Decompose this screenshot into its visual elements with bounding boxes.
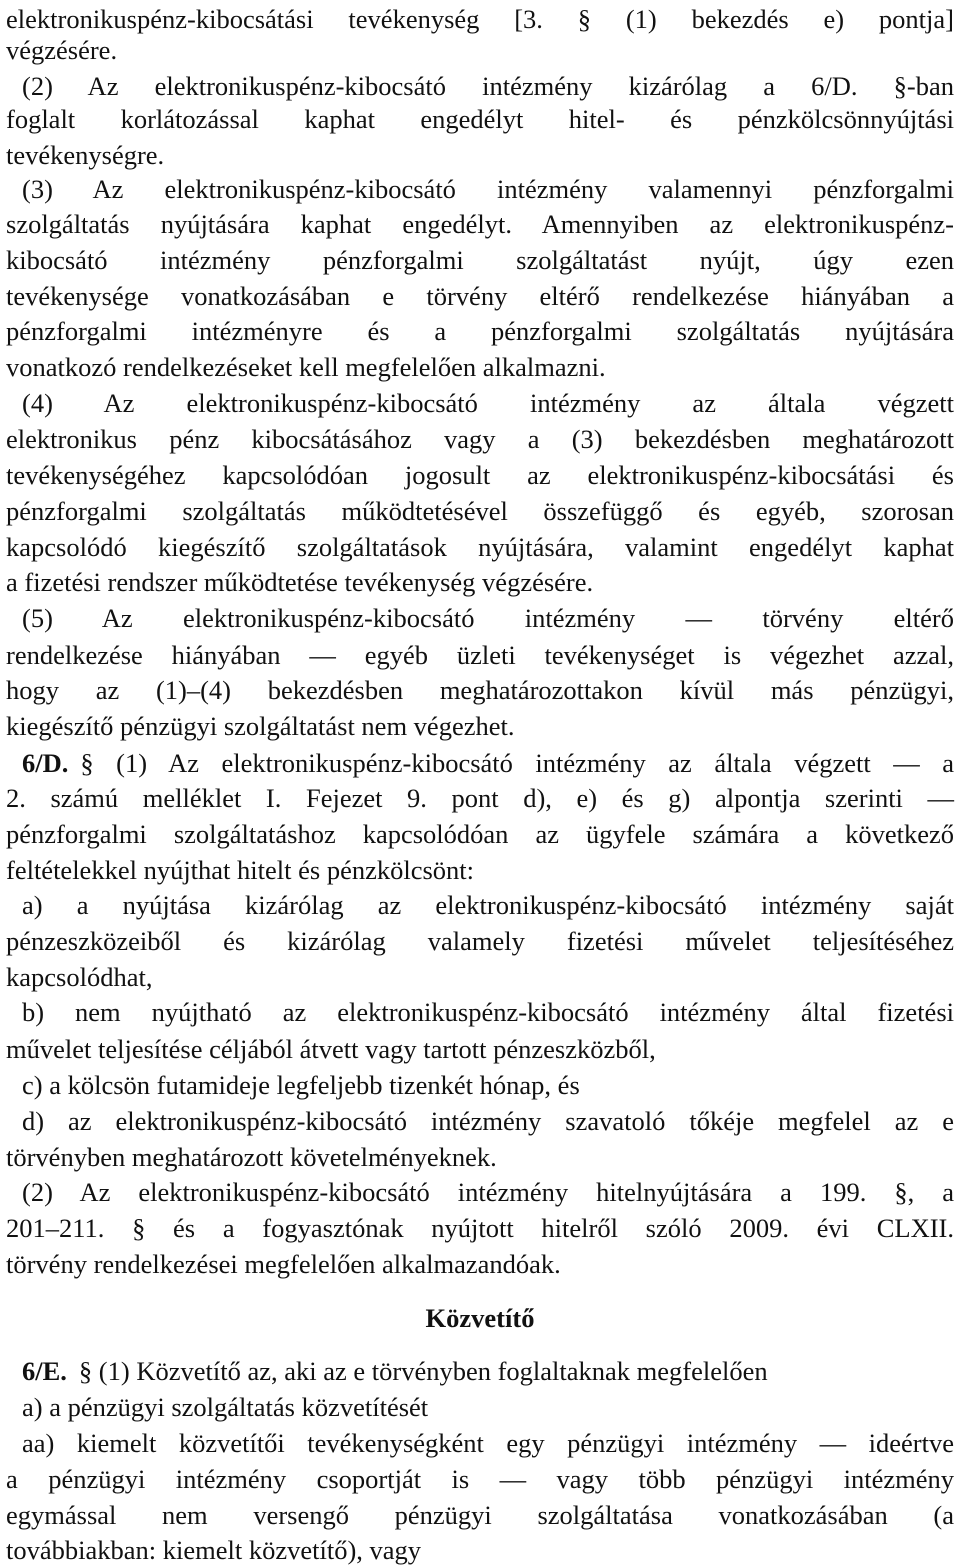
text-line: továbbiakban: kiemelt közvetítő), vagy	[6, 1535, 422, 1565]
text-line: vonatkozó rendelkezéseket kell megfelelően alkalmazni.	[6, 352, 606, 382]
text-line: törvény rendelkezései megfelelően alkalmazandóak.	[6, 1249, 561, 1279]
text-line: kapcsolódó kiegészítő szolgáltatások nyújtására, valamint engedélyt kaphat	[6, 532, 954, 562]
text-line: (4) Az elektronikuspénz-kibocsátó intézmény az általa végzett	[22, 388, 954, 418]
section-number: 6/D.	[22, 748, 69, 778]
text-line: b) nem nyújtható az elektronikuspénz-kibocsátó intézmény által fizetési	[22, 997, 954, 1027]
text-line: 201–211. § és a fogyasztónak nyújtott hitelről szóló 2009. évi CLXII.	[6, 1213, 954, 1243]
text-line: tevékenységre.	[6, 140, 165, 170]
text-line: pénzforgalmi intézményre és a pénzforgalmi szolgáltatás nyújtására	[6, 316, 954, 346]
text-line: (2) Az elektronikuspénz-kibocsátó intézmény kizárólag a 6/D. §-ban	[22, 71, 954, 101]
text-line: foglalt korlátozással kaphat engedélyt hitel- és pénzkölcsönnyújtási	[6, 104, 954, 134]
text-line: hogy az (1)–(4) bekezdésben meghatározottakon kívül más pénzügyi,	[6, 675, 954, 705]
section-number: 6/E.	[22, 1356, 67, 1386]
text-line: tevékenységéhez kapcsolódóan jogosult az elektronikuspénz-kibocsátási és	[6, 460, 954, 490]
text-line: (5) Az elektronikuspénz-kibocsátó intézmény — törvény eltérő	[22, 603, 954, 633]
text-line: (2) Az elektronikuspénz-kibocsátó intézmény hitelnyújtására a 199. §, a	[22, 1177, 954, 1207]
text-line: pénzforgalmi szolgáltatáshoz kapcsolódóan az ügyfele számára a következő	[6, 819, 954, 849]
text-line: feltételekkel nyújthat hitelt és pénzkölcsönt:	[6, 855, 475, 885]
text-line: § (1) Az elektronikuspénz-kibocsátó intézmény az általa végzett — a	[80, 748, 954, 778]
text-line: törvényben meghatározott követelményeknek.	[6, 1142, 497, 1172]
text-line: kapcsolódhat,	[6, 962, 153, 992]
text-line: kibocsátó intézmény pénzforgalmi szolgáltatást nyújt, úgy ezen	[6, 245, 954, 275]
text-line: művelet teljesítése céljából átvett vagy tartott pénzeszközből,	[6, 1034, 656, 1064]
text-line: 2. számú melléklet I. Fejezet 9. pont d), e) és g) alpontja szerinti —	[6, 783, 954, 813]
text-line: elektronikus pénz kibocsátásához vagy a (3) bekezdésben meghatározott	[6, 424, 954, 454]
text-line: a fizetési rendszer működtetése tevékenység végzésére.	[6, 567, 594, 597]
text-line: c) a kölcsön futamideje legfeljebb tizenkét hónap, és	[22, 1070, 580, 1100]
text-line: a) a nyújtása kizárólag az elektronikuspénz-kibocsátó intézmény saját	[22, 890, 954, 920]
section-6d-line	[6, 745, 954, 781]
text-line: a pénzügyi intézmény csoportját is — vagy több pénzügyi intézmény	[6, 1464, 954, 1494]
text-line: pénzforgalmi szolgáltatás működtetésével összefüggő és egyéb, szorosan	[6, 496, 954, 526]
text-line: § (1) Közvetítő az, aki az e törvényben foglaltaknak megfelelően	[78, 1356, 768, 1386]
text-line: végzésére.	[6, 35, 118, 65]
text-line: kiegészítő pénzügyi szolgáltatást nem végezhet.	[6, 711, 515, 741]
text-line: a) a pénzügyi szolgáltatás közvetítését	[22, 1392, 429, 1422]
text-line: tevékenysége vonatkozásában e törvény eltérő rendelkezése hiányában a	[6, 281, 954, 311]
text-line: aa) kiemelt közvetítői tevékenységként egy pénzügyi intézmény — ideértve	[22, 1428, 954, 1458]
text-line: rendelkezése hiányában — egyéb üzleti tevékenységet is végezhet azzal,	[6, 640, 954, 670]
section-heading: Közvetítő	[425, 1303, 535, 1333]
text-line: elektronikuspénz-kibocsátási tevékenység [3. § (1) bekezdés e) pontja]	[6, 4, 954, 34]
text-line: pénzeszközeiből és kizárólag valamely fizetési művelet teljesítéséhez	[6, 926, 954, 956]
section-6e-line	[6, 1353, 954, 1389]
text-line: egymással nem versengő pénzügyi szolgáltatása vonatkozásában (a	[6, 1500, 954, 1530]
text-line: (3) Az elektronikuspénz-kibocsátó intézmény valamennyi pénzforgalmi	[22, 174, 954, 204]
text-line: d) az elektronikuspénz-kibocsátó intézmény szavatoló tőkéje megfelel az e	[22, 1106, 954, 1136]
text-line: szolgáltatás nyújtására kaphat engedélyt. Amennyiben az elektronikuspénz-	[6, 209, 954, 239]
